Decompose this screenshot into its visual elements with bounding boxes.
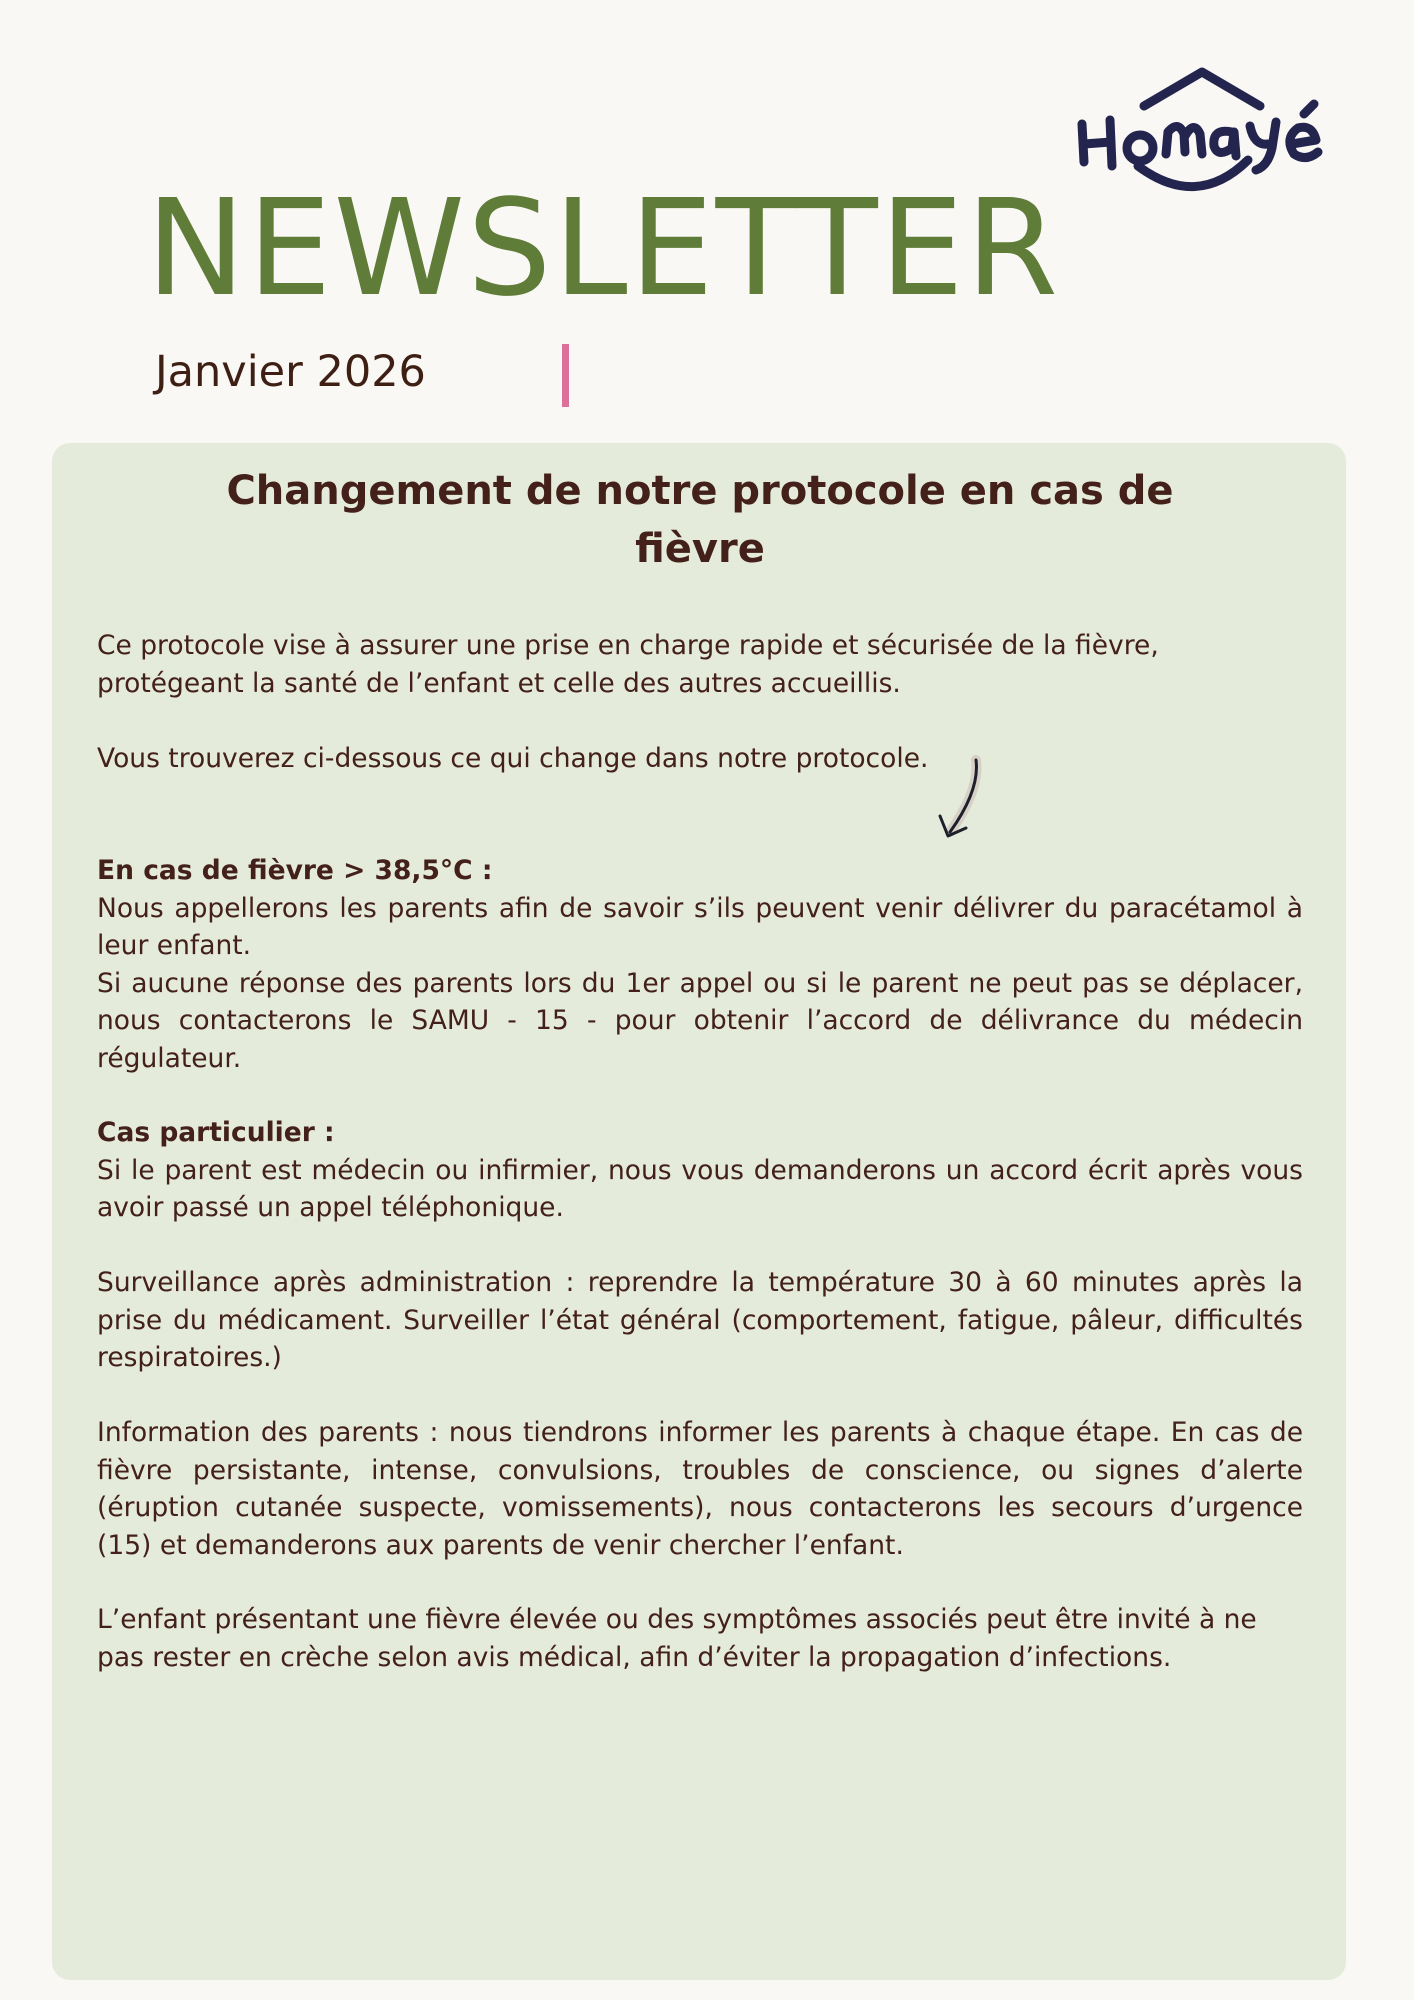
parent-info-section (97, 1414, 1303, 1564)
changes-intro-paragraph: Vous trouverez ci-dessous ce qui change dans notre protocole. (97, 743, 929, 774)
article-title-line2: fièvre (635, 526, 765, 572)
monitoring-paragraph: Surveillance après administration : reprendre la température 30 à 60 minutes après la prise du médicament. Surveiller l’état général (comportement, fatigue, pâleur, difficultés respiratoires.) (97, 1267, 1303, 1373)
closing-paragraph: L’enfant présentant une fièvre élevée ou des symptômes associés peut être invité à ne pas rester en crèche selon avis médical, afin d’éviter la propagation d’infections. (97, 1604, 1257, 1673)
fever-heading: En cas de fièvre > 38,5°C : (97, 855, 493, 886)
fever-paragraph-2: Si aucune réponse des parents lors du 1er appel ou si le parent ne peut pas se déplacer, nous contacterons le SAMU - 15 - pour obtenir l’accord de délivrance du médecin régulateur. (97, 967, 1303, 1074)
issue-date: Janvier 2026 (155, 347, 426, 397)
fever-section (97, 852, 1303, 1077)
article-title (0, 462, 1400, 578)
monitoring-section (97, 1264, 1303, 1377)
logo-graphic (1072, 62, 1352, 197)
intro-text (97, 627, 1303, 702)
fever-paragraph-1: Nous appellerons les parents afin de savoir s’ils peuvent venir délivrer du paracétamol à leur enfant. (97, 892, 1303, 961)
accent-divider (562, 344, 569, 407)
changes-intro-text (97, 740, 1303, 778)
special-case-heading: Cas particulier : (97, 1117, 335, 1148)
newsletter-title: NEWSLETTER (146, 172, 1061, 326)
closing-section (97, 1601, 1303, 1676)
special-case-paragraph: Si le parent est médecin ou infirmier, nous vous demanderons un accord écrit après vous avoir passé un appel téléphonique. (97, 1154, 1303, 1223)
special-case-section (97, 1114, 1303, 1227)
arrow-down-icon (920, 750, 990, 860)
homaye-logo (1072, 62, 1352, 197)
article-title-line1: Changement de notre protocole en cas de (226, 468, 1174, 514)
intro-paragraph: Ce protocole vise à assurer une prise en charge rapide et sécurisée de la fièvre, protégeant la santé de l’enfant et celle des autres accueillis. (97, 630, 1159, 699)
parent-info-paragraph: Information des parents : nous tiendrons informer les parents à chaque étape. En cas de fièvre persistante, intense, convulsions, troubles de conscience, ou signes d’alerte (éruption cutanée suspecte, vomissements), nous contacterons les secours d’urgence (15) et demanderons aux parents de venir chercher l’enfant. (97, 1417, 1303, 1561)
